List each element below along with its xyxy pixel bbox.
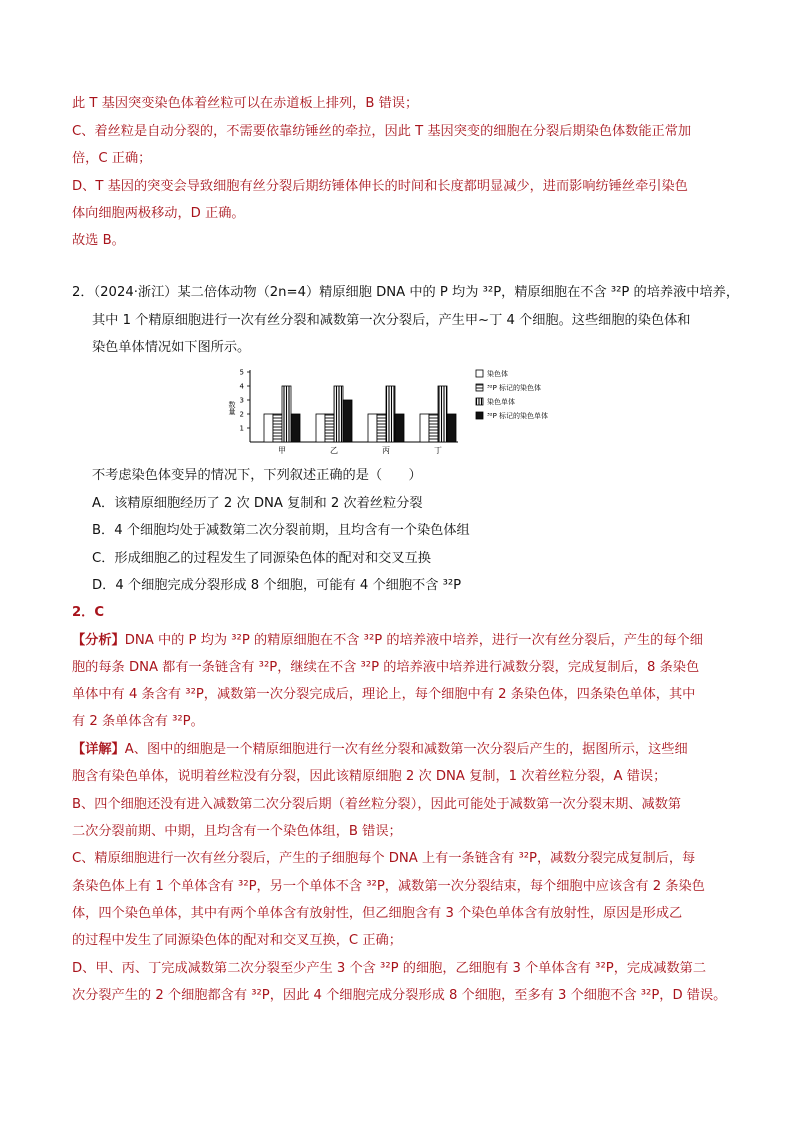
chromosome-bar-chart bbox=[228, 366, 588, 458]
question-stem-line-3: 染色单体情况如下图所示。 bbox=[92, 340, 251, 355]
bar-丙-3 bbox=[386, 386, 395, 442]
detail-line-8: 的过程中发生了同源染色体的配对和交叉互换，C 正确； bbox=[72, 933, 402, 948]
bar-丁-1 bbox=[420, 414, 429, 442]
answer-line-c2: 倍，C 正确； bbox=[72, 151, 152, 166]
bar-乙-4 bbox=[343, 400, 352, 442]
y-tick-label: 5 bbox=[239, 368, 244, 377]
bar-甲-3 bbox=[282, 386, 291, 442]
y-tick-label: 4 bbox=[239, 382, 244, 391]
y-axis-label: 数量 bbox=[228, 401, 236, 415]
legend-label: ³²P 标记的染色体 bbox=[487, 384, 542, 392]
legend-label: 染色体 bbox=[487, 370, 508, 378]
x-tick-label: 丙 bbox=[382, 446, 390, 455]
legend-swatch bbox=[476, 370, 483, 377]
bar-甲-2 bbox=[273, 414, 282, 442]
answer-conclusion: 故选 B。 bbox=[72, 233, 125, 248]
option-d: D．4 个细胞完成分裂形成 8 个细胞，可能有 4 个细胞不含 ³²P bbox=[92, 578, 462, 593]
analysis-line-1 bbox=[72, 631, 732, 651]
bar-甲-1 bbox=[264, 414, 273, 442]
legend-label: 染色单体 bbox=[487, 398, 515, 406]
question-stem-line-1: 2．（2024·浙江）某二倍体动物（2n=4）精原细胞 DNA 中的 P 均为 ³²P，精原细胞在不含 ³²P 的培养液中培养， bbox=[72, 285, 740, 300]
bar-丁-4 bbox=[447, 414, 456, 442]
detail-line-3: B、四个细胞还没有进入减数第二次分裂后期（着丝粒分裂），因此可能处于减数第一次分裂末期、减数第 bbox=[72, 797, 682, 812]
analysis-line-3: 单体中有 4 条含有 ³²P，减数第一次分裂完成后，理论上，每个细胞中有 2 条染色体，四条染色单体，其中 bbox=[72, 687, 696, 702]
detail-line-7: 体，四个染色单体，其中有两个单体含有放射性，但乙细胞含有 3 个染色单体含有放射性，原因是形成乙 bbox=[72, 906, 683, 921]
analysis-line-2: 胞的每条 DNA 都有一条链含有 ³²P，继续在不含 ³²P 的培养液中培养进行减数分裂，完成复制后，8 条染色 bbox=[72, 660, 700, 675]
chart-svg bbox=[228, 366, 588, 458]
analysis-line-4: 有 2 条单体含有 ³²P。 bbox=[72, 714, 204, 729]
bar-丙-1 bbox=[368, 414, 377, 442]
detail-tag: 【详解】 bbox=[72, 742, 125, 757]
detail-line-5: C、精原细胞进行一次有丝分裂后，产生的子细胞每个 DNA 上有一条链含有 ³²P，减数分裂完成复制后，每 bbox=[72, 851, 696, 866]
answer-line-b-tail: 此 T 基因突变染色体着丝粒可以在赤道板上排列，B 错误； bbox=[72, 96, 419, 111]
option-c: C．形成细胞乙的过程发生了同源染色体的配对和交叉互换 bbox=[92, 551, 431, 566]
x-tick-label: 丁 bbox=[434, 446, 442, 455]
bar-乙-1 bbox=[316, 414, 325, 442]
y-tick-label: 1 bbox=[239, 424, 244, 433]
bar-乙-3 bbox=[334, 386, 343, 442]
legend-swatch bbox=[476, 412, 483, 419]
answer-key: 2．C bbox=[72, 605, 105, 620]
bar-丙-4 bbox=[395, 414, 404, 442]
detail-line-4: 二次分裂前期、中期，且均含有一个染色体组，B 错误； bbox=[72, 824, 402, 839]
y-tick-label: 3 bbox=[239, 396, 244, 405]
y-tick-label: 2 bbox=[239, 410, 244, 419]
legend-swatch bbox=[476, 384, 483, 391]
question-prompt: 不考虑染色体变异的情况下，下列叙述正确的是（ ） bbox=[92, 468, 422, 483]
bar-丁-2 bbox=[429, 414, 438, 442]
detail-text-1: A、图中的细胞是一个精原细胞进行一次有丝分裂和减数第一次分裂后产生的，据图所示，这些细 bbox=[124, 742, 688, 757]
option-b: B．4 个细胞均处于减数第二次分裂前期，且均含有一个染色体组 bbox=[92, 523, 470, 538]
x-tick-label: 乙 bbox=[330, 446, 338, 455]
answer-line-d1: D、T 基因的突变会导致细胞有丝分裂后期纺锤体伸长的时间和长度都明显减少，进而影响纺锤丝牵引染色 bbox=[72, 179, 688, 194]
x-tick-label: 甲 bbox=[278, 446, 286, 455]
detail-line-6: 条染色体上有 1 个单体含有 ³²P，另一个单体不含 ³²P，减数第一次分裂结束，每个细胞中应该含有 2 条染色 bbox=[72, 879, 705, 894]
bar-甲-4 bbox=[291, 414, 300, 442]
bar-乙-2 bbox=[325, 414, 334, 442]
detail-line-9: D、甲、丙、丁完成减数第二次分裂至少产生 3 个含 ³²P 的细胞，乙细胞有 3 个单体含有 ³²P，完成减数第二 bbox=[72, 961, 707, 976]
analysis-tag: 【分析】 bbox=[72, 633, 125, 648]
answer-line-c1: C、着丝粒是自动分裂的，不需要依靠纺锤丝的牵拉，因此 T 基因突变的细胞在分裂后期染色体数能正常加 bbox=[72, 124, 692, 139]
question-stem-line-2: 其中 1 个精原细胞进行一次有丝分裂和减数第一次分裂后，产生甲~丁 4 个细胞。这些细胞的染色体和 bbox=[92, 313, 691, 328]
detail-line-1 bbox=[72, 740, 732, 760]
detail-line-10: 次分裂产生的 2 个细胞都含有 ³²P，因此 4 个细胞完成分裂形成 8 个细胞，至多有 3 个细胞不含 ³²P，D 错误。 bbox=[72, 988, 727, 1003]
answer-line-d2: 体向细胞两极移动，D 正确。 bbox=[72, 206, 245, 221]
bar-丁-3 bbox=[438, 386, 447, 442]
legend-label: ³²P 标记的染色单体 bbox=[487, 412, 549, 420]
analysis-text-1: DNA 中的 P 均为 ³²P 的精原细胞在不含 ³²P 的培养液中培养，进行一次有丝分裂后，产生的每个细 bbox=[124, 633, 703, 648]
option-a: A．该精原细胞经历了 2 次 DNA 复制和 2 次着丝粒分裂 bbox=[92, 496, 423, 511]
legend-swatch bbox=[476, 398, 483, 405]
bar-丙-2 bbox=[377, 414, 386, 442]
detail-line-2: 胞含有染色单体，说明着丝粒没有分裂，因此该精原细胞 2 次 DNA 复制，1 次着丝粒分裂，A 错误； bbox=[72, 769, 667, 784]
